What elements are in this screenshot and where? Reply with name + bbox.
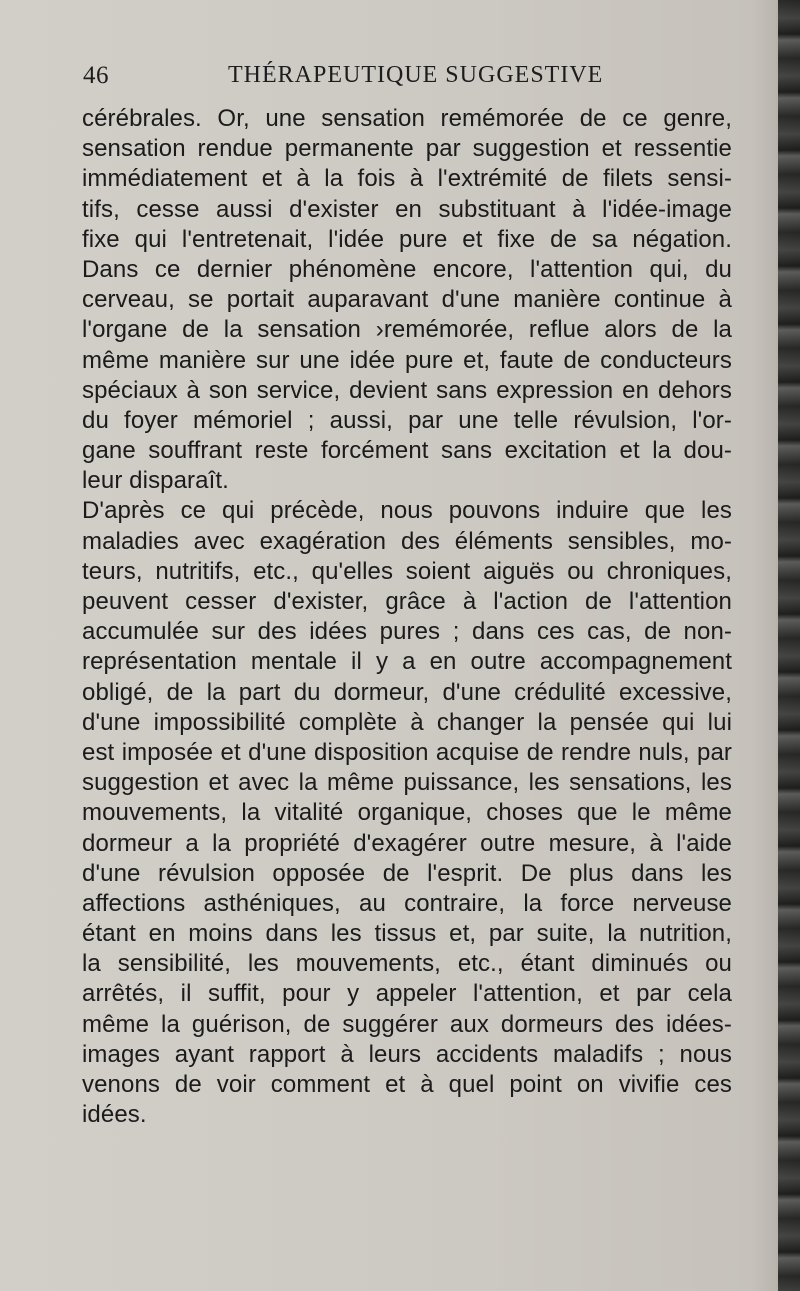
text-line: maladies avec exagération des éléments sensibles, mo- (82, 527, 732, 555)
text-line: venons de voir comment et à quel point on vivifie ces (82, 1071, 732, 1098)
page-header (83, 62, 733, 96)
text-line: gane souffrant reste forcément sans excitation et la dou- (82, 437, 732, 465)
paragraph-end-line: leur disparaît. (82, 467, 229, 495)
text-line: la sensibilité, les mouvements, etc., étant diminués ou (82, 950, 732, 978)
text-line: cérébrales. Or, une sensation remémorée de ce genre, (82, 105, 732, 132)
text-line: images ayant rapport à leurs accidents maladifs ; nous (82, 1040, 732, 1068)
text-line: cerveau, se portait auparavant d'une manière continue à (82, 286, 732, 314)
text-line: accumulée sur des idées pures ; dans ces cas, de non- (82, 618, 732, 646)
text-line: affections asthéniques, au contraire, la force nerveuse (82, 889, 732, 917)
running-title: THÉRAPEUTIQUE SUGGESTIVE (228, 62, 604, 88)
text-line: obligé, de la part du dormeur, d'une crédulité excessive, (82, 678, 732, 706)
text-line: spéciaux à son service, devient sans expression en dehors (82, 376, 732, 404)
text-line: du foyer mémoriel ; aussi, par une telle révulsion, l'or- (82, 406, 732, 434)
text-line: mouvements, la vitalité organique, choses que le même (82, 799, 732, 827)
text-line: peuvent cesser d'exister, grâce à l'action de l'attention (82, 588, 732, 615)
text-line: suggestion et avec la même puissance, les sensations, les (82, 769, 732, 797)
text-line: d'une impossibilité complète à changer la pensée qui lui (82, 708, 732, 736)
page-number: 46 (83, 62, 109, 89)
binding-edge (778, 0, 800, 1291)
text-line: d'une révulsion opposée de l'esprit. De plus dans les (82, 859, 732, 887)
text-line: représentation mentale il y a en outre accompagnement (82, 648, 732, 676)
text-line: même manière sur une idée pure et, faute de conducteurs (82, 346, 732, 374)
text-line: arrêtés, il suffit, pour y appeler l'attention, et par cela (82, 980, 732, 1008)
text-line: même la guérison, de suggérer aux dormeurs des idées- (82, 1010, 732, 1038)
paragraph-end-line: idées. (82, 1101, 147, 1129)
text-line: tifs, cesse aussi d'exister en substituant à l'idée-image (82, 195, 732, 223)
paragraph-start-line: D'après ce qui précède, nous pouvons induire que les (82, 497, 732, 525)
text-line: dormeur a la propriété d'exagérer outre mesure, à l'aide (82, 829, 732, 857)
body-text (82, 104, 732, 1130)
text-line: Dans ce dernier phénomène encore, l'attention qui, du (82, 255, 732, 283)
text-line: est imposée et d'une disposition acquise de rendre nuls, par (82, 738, 732, 766)
text-line: immédiatement et à la fois à l'extrémité de filets sensi- (82, 165, 732, 193)
text-line: sensation rendue permanente par suggestion et ressentie (82, 135, 732, 163)
text-line: fixe qui l'entretenait, l'idée pure et fixe de sa négation. (82, 225, 732, 253)
text-line: l'organe de la sensation ›remémorée, reflue alors de la (82, 316, 732, 344)
text-line: teurs, nutritifs, etc., qu'elles soient aiguës ou chroniques, (82, 557, 732, 585)
text-line: étant en moins dans les tissus et, par suite, la nutrition, (82, 920, 732, 948)
